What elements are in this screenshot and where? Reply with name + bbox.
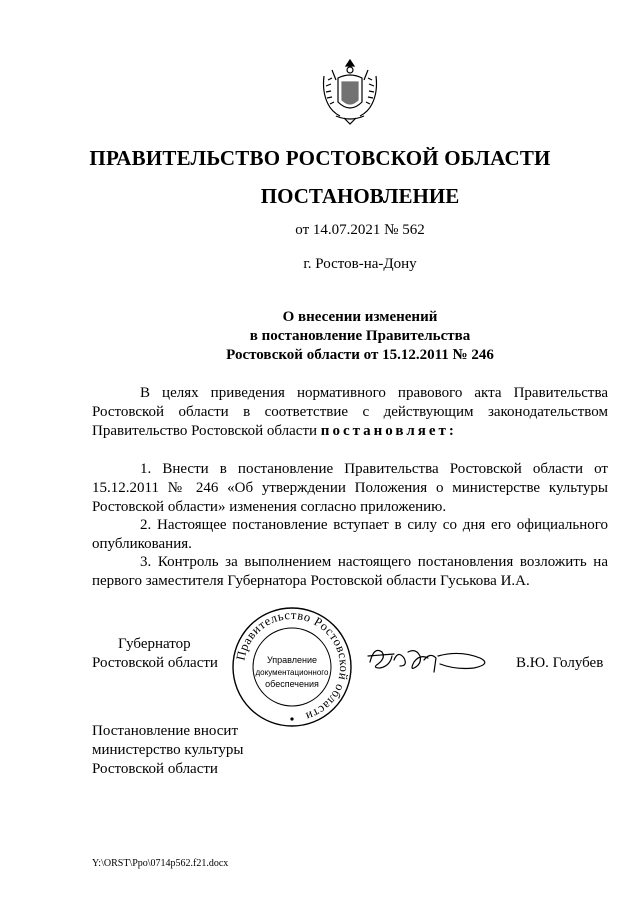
item-3-text: 3. Контроль за выполнением настоящего постановления возложить на первого заместителя Губернатора Ростовской области Гуськова И.А. — [92, 554, 608, 589]
item-3-paragraph — [92, 553, 608, 591]
coat-of-arms-emblem — [318, 56, 382, 126]
submitted-by-line: министерство культуры — [92, 742, 244, 758]
document-subject — [40, 308, 640, 365]
subject-line: О внесении изменений — [282, 309, 438, 325]
intro-paragraph — [92, 384, 608, 441]
organization-title: ПРАВИТЕЛЬСТВО РОСТОВСКОЙ ОБЛАСТИ — [89, 146, 551, 170]
submitted-by — [92, 722, 244, 779]
document-type: ПОСТАНОВЛЕНИЕ — [260, 184, 460, 208]
city: г. Ростов-на-Дону — [303, 256, 417, 272]
file-path-footer: Y:\ORST\Ppo\0714p562.f21.docx — [92, 858, 229, 869]
handwritten-signature — [364, 638, 494, 678]
signer-title: Губернатор — [118, 636, 191, 652]
submitted-by-line: Ростовской области — [92, 761, 218, 777]
stamp-line: обеспечения — [265, 679, 319, 689]
intro-text: В целях приведения нормативного правового акта Правительства Ростовской области в соответствие с действующим законодательством Правительство Ростовской области — [92, 385, 608, 439]
item-1-text: 1. Внести в постановление Правительства Ростовской области от 15.12.2011 № 246 «Об утверждении Положения о министерстве культуры Ростовской области» изменения согласно приложению. — [92, 461, 608, 515]
signer-region: Ростовской области — [92, 655, 218, 671]
stamp-line: Управление — [266, 655, 318, 665]
decree-word: постановляет: — [320, 423, 457, 439]
signer-name: В.Ю. Голубев — [516, 655, 604, 671]
stamp-ring-text: Правительство Ростовской области — [233, 607, 352, 724]
item-1-paragraph — [92, 460, 608, 517]
date-number: от 14.07.2021 № 562 — [295, 222, 425, 238]
stamp-line: документационного — [255, 668, 329, 677]
official-stamp — [230, 605, 354, 729]
subject-line: в постановление Правительства — [249, 328, 471, 344]
subject-line: Ростовской области от 15.12.2011 № 246 — [226, 347, 494, 363]
submitted-by-line: Постановление вносит — [92, 723, 239, 739]
item-2-paragraph — [92, 516, 608, 554]
item-2-text: 2. Настоящее постановление вступает в силу со дня его официального опубликования. — [92, 517, 608, 552]
